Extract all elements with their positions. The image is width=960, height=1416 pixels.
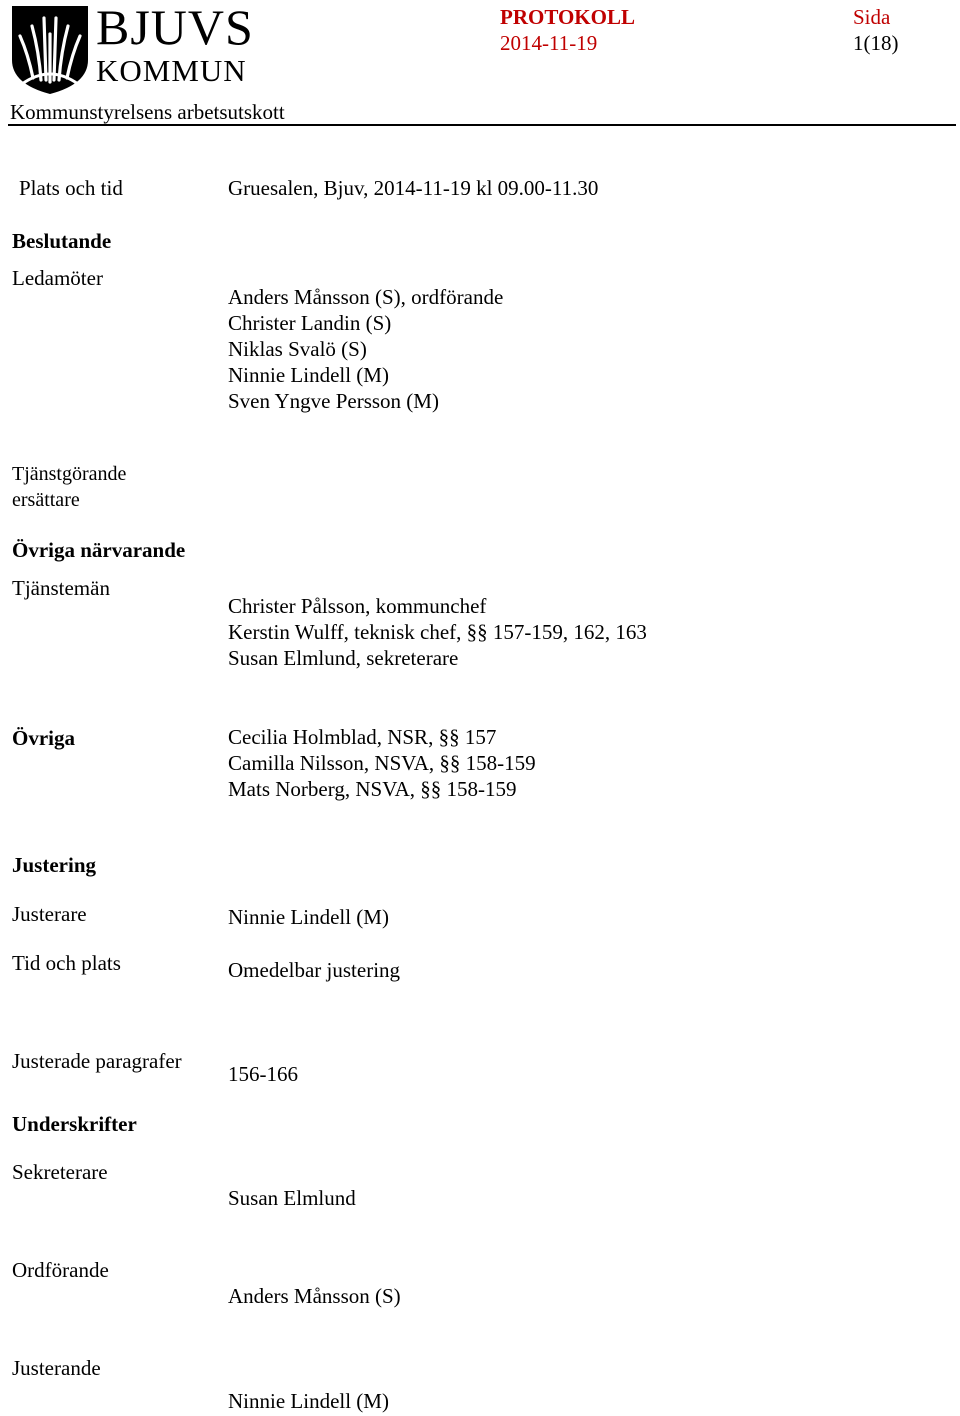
others-present-heading: Övriga närvarande: [12, 538, 186, 562]
document-date: 2014-11-19: [500, 31, 598, 55]
others-heading: Övriga: [12, 726, 75, 750]
list-item: Kerstin Wulff, teknisk chef, §§ 157-159, 162, 163: [228, 620, 647, 644]
place-time-value: Gruesalen, Bjuv, 2014-11-19 kl 09.00-11.30: [228, 176, 599, 200]
signatures-heading: Underskrifter: [12, 1112, 137, 1136]
brand-name: BJUVS: [96, 0, 254, 55]
time-place-label: Tid och plats: [12, 951, 121, 975]
chair-name: Anders Månsson (S): [228, 1284, 401, 1308]
document-type: PROTOKOLL: [500, 5, 635, 29]
committee-name: Kommunstyrelsens arbetsutskott: [10, 100, 285, 124]
adjuster-signature-name: Ninnie Lindell (M): [228, 1389, 389, 1413]
secretary-label: Sekreterare: [12, 1160, 108, 1184]
list-item: Anders Månsson (S), ordförande: [228, 285, 504, 309]
deciding-heading: Beslutande: [12, 229, 112, 253]
municipality-logo-icon: [8, 4, 92, 96]
members-label: Ledamöter: [12, 266, 103, 290]
list-item: Cecilia Holmblad, NSR, §§ 157: [228, 725, 497, 749]
substitutes-label: Tjänstgörande: [12, 463, 127, 485]
officials-label: Tjänstemän: [12, 576, 110, 600]
brand-subtitle: KOMMUN: [96, 53, 247, 88]
page-label: Sida: [853, 5, 891, 29]
list-item: Christer Landin (S): [228, 311, 392, 335]
members-list: [228, 284, 503, 414]
secretary-name: Susan Elmlund: [228, 1186, 356, 1210]
adjuster-label: Justerare: [12, 902, 87, 926]
list-item: Niklas Svalö (S): [228, 337, 367, 361]
list-item: Ninnie Lindell (M): [228, 363, 389, 387]
others-list: [228, 724, 536, 802]
paragraphs-value: 156-166: [228, 1062, 298, 1086]
list-item: Camilla Nilsson, NSVA, §§ 158-159: [228, 751, 536, 775]
adjustment-heading: Justering: [12, 853, 96, 877]
header-divider: [8, 124, 956, 126]
list-item: Christer Pålsson, kommunchef: [228, 594, 487, 618]
time-place-value: Omedelbar justering: [228, 958, 401, 982]
chair-label: Ordförande: [12, 1258, 109, 1282]
adjuster-value: Ninnie Lindell (M): [228, 905, 389, 929]
place-time-label: Plats och tid: [19, 176, 123, 200]
officials-list: [228, 593, 647, 671]
paragraphs-label: Justerade paragrafer: [12, 1049, 182, 1073]
adjuster-signature-label: Justerande: [12, 1356, 101, 1380]
page-number: 1(18): [853, 31, 899, 55]
list-item: Mats Norberg, NSVA, §§ 158-159: [228, 777, 517, 801]
substitutes-label-line2: ersättare: [12, 489, 80, 511]
list-item: Sven Yngve Persson (M): [228, 389, 439, 413]
list-item: Susan Elmlund, sekreterare: [228, 646, 459, 670]
